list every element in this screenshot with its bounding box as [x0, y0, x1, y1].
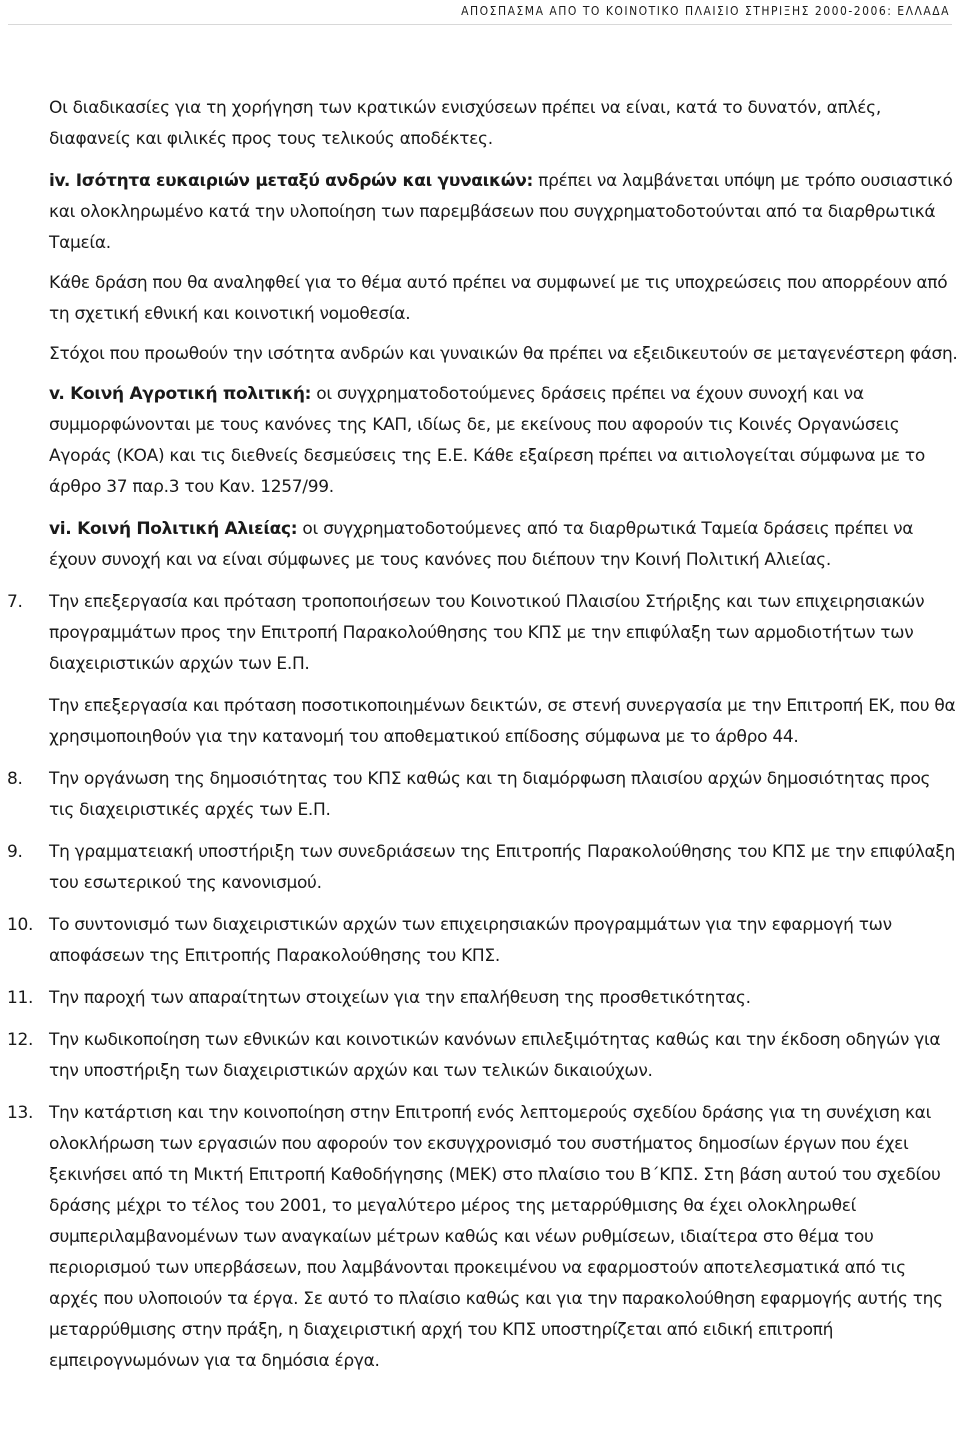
list-item-text: Την κατάρτιση και την κοινοποίηση στην Επιτροπή ενός λεπτομερούς σχεδίου δράσης για τη συνέχιση και ολοκλήρωση των εργασιών που αφορούν τον εκσυγχρονισμό του συστήματος δημοσίων έργων που έχει ξεκινήσει από τη Μικτή Επιτροπή Καθοδήγησης (ΜΕΚ) στο πλαίσιο του Β΄ΚΠΣ. Στη βάση αυτού του σχεδίου δράσης μέχρι το τέλος του 2001, το μεγαλύτερο μέρος της μεταρρύθμισης θα έχει ολοκληρωθεί συμπεριλαμβανομένων των αναγκαίων μέτρων καθώς και νέων ρυθμίσεων, ιδιαίτερα στο θέμα του περιορισμού των υπερβάσεων, που λαμβάνονται προκειμένου να εφαρμοστούν αποτελεσματικά από τις αρχές που υλοποιούν τα έργα. Σε αυτό το πλαίσιο καθώς και για την παρακολούθηση εφαρμογής αυτής της μεταρρύθμισης στην πράξη, η διαχειριστική αρχή του ΚΠΣ υποστηρίζεται από ειδική επιτροπή εμπειρογνωμόνων για τα δημόσια έργα. [49, 1103, 943, 1371]
list-item-7 [7, 587, 959, 753]
running-header: ΑΠΟΣΠΑΣΜΑ ΑΠΟ ΤΟ ΚΟΙΝΟΤΙΚΟ ΠΛΑΙΣΙΟ ΣΤΗΡΙΞΗΣ 2000-2006: ΕΛΛΑΔΑ [461, 4, 950, 18]
list-item-8 [7, 764, 959, 826]
list-item-10 [7, 910, 959, 972]
document-body [7, 93, 959, 1388]
list-item-text: Την κωδικοποίηση των εθνικών και κοινοτικών κανόνων επιλεξιμότητας καθώς και την έκδοση οδηγών για την υποστήριξη των διαχειριστικών αρχών και των τελικών δικαιούχων. [49, 1030, 941, 1081]
list-item-number: 10. [7, 915, 34, 935]
header-divider [8, 24, 952, 25]
list-item-number: 13. [7, 1103, 34, 1123]
section-vi-heading: vi. Κοινή Πολιτική Αλιείας: [49, 519, 298, 539]
list-item-text: Την οργάνωση της δημοσιότητας του ΚΠΣ καθώς και τη διαμόρφωση πλαισίου αρχών δημοσιότητας προς τις διαχειριστικές αρχές των Ε.Π. [49, 769, 931, 820]
list-item-text: Την επεξεργασία και πρόταση τροποποιήσεων του Κοινοτικού Πλαισίου Στήριξης και των επιχειρησιακών προγραμμάτων προς την Επιτροπή Παρακολούθησης του ΚΠΣ με την επιφύλαξη των αρμοδιοτήτων των διαχειριστικών αρχών των Ε.Π. [49, 592, 925, 674]
section-iv-heading: iv. Ισότητα ευκαιριών μεταξύ ανδρών και γυναικών: [49, 171, 534, 191]
list-item-13 [7, 1098, 959, 1377]
section-v-paragraph [49, 379, 959, 503]
section-iv-paragraph-2: Κάθε δράση που θα αναληφθεί για το θέμα αυτό πρέπει να συμφωνεί με τις υποχρεώσεις που απορρέουν από τη σχετική εθνική και κοινοτική νομοθεσία. [49, 273, 948, 324]
list-item-number: 12. [7, 1030, 34, 1050]
list-item-number: 11. [7, 988, 34, 1008]
list-item-number: 8. [7, 769, 23, 789]
list-item-12 [7, 1025, 959, 1087]
list-item-9 [7, 837, 959, 899]
section-vi-text: οι συγχρηματοδοτούμενες από τα διαρθρωτικά Ταμεία δράσεις πρέπει να έχουν συνοχή και να είναι σύμφωνες με τους κανόνες που διέπουν την Κοινή Πολιτική Αλιείας. [49, 519, 914, 570]
list-item-text: Το συντονισμό των διαχειριστικών αρχών των επιχειρησιακών προγραμμάτων για την εφαρμογή των αποφάσεων της Επιτροπής Παρακολούθησης του ΚΠΣ. [49, 915, 892, 966]
list-item-subparagraph: Την επεξεργασία και πρόταση ποσοτικοποιημένων δεικτών, σε στενή συνεργασία με την Επιτροπή ΕΚ, που θα χρησιμοποιηθούν για την κατανομή του αποθεματικού επίδοσης σύμφωνα με το άρθρο 44. [49, 696, 956, 747]
list-item-11 [7, 983, 959, 1014]
section-vi-paragraph [49, 514, 959, 576]
section-iv-paragraph [49, 166, 959, 259]
section-iv-text: πρέπει να λαμβάνεται υπόψη με τρόπο ουσιαστικό και ολοκληρωμένο κατά την υλοποίηση των παρεμβάσεων που συγχρηματοδοτούνται από τα διαρθρωτικά Ταμεία. [49, 171, 953, 253]
section-iv-paragraph-3: Στόχοι που προωθούν την ισότητα ανδρών και γυναικών θα πρέπει να εξειδικευτούν σε μεταγενέστερη φάση. [49, 344, 958, 364]
section-v-text: οι συγχρηματοδοτούμενες δράσεις πρέπει να έχουν συνοχή και να συμμορφώνονται με τους κανόνες της ΚΑΠ, ιδίως δε, με εκείνους που αφορούν τις Κοινές Οργανώσεις Αγοράς (ΚΟΑ) και τις διεθνείς δεσμεύσεις της Ε.Ε. Κάθε εξαίρεση πρέπει να αιτιολογείται σύμφωνα με το άρθρο 37 παρ.3 του Καν. 1257/99. [49, 384, 925, 497]
list-item-text: Την παροχή των απαραίτητων στοιχείων για την επαλήθευση της προσθετικότητας. [49, 988, 751, 1008]
list-item-text: Τη γραμματειακή υποστήριξη των συνεδριάσεων της Επιτροπής Παρακολούθησης του ΚΠΣ με την επιφύλαξη του εσωτερικού της κανονισμού. [49, 842, 956, 893]
intro-paragraph: Οι διαδικασίες για τη χορήγηση των κρατικών ενισχύσεων πρέπει να είναι, κατά το δυνατόν, απλές, διαφανείς και φιλικές προς τους τελικούς αποδέκτες. [49, 98, 881, 149]
list-item-number: 9. [7, 842, 23, 862]
section-v-heading: v. Κοινή Αγροτική πολιτική: [49, 384, 312, 404]
list-item-number: 7. [7, 592, 23, 612]
